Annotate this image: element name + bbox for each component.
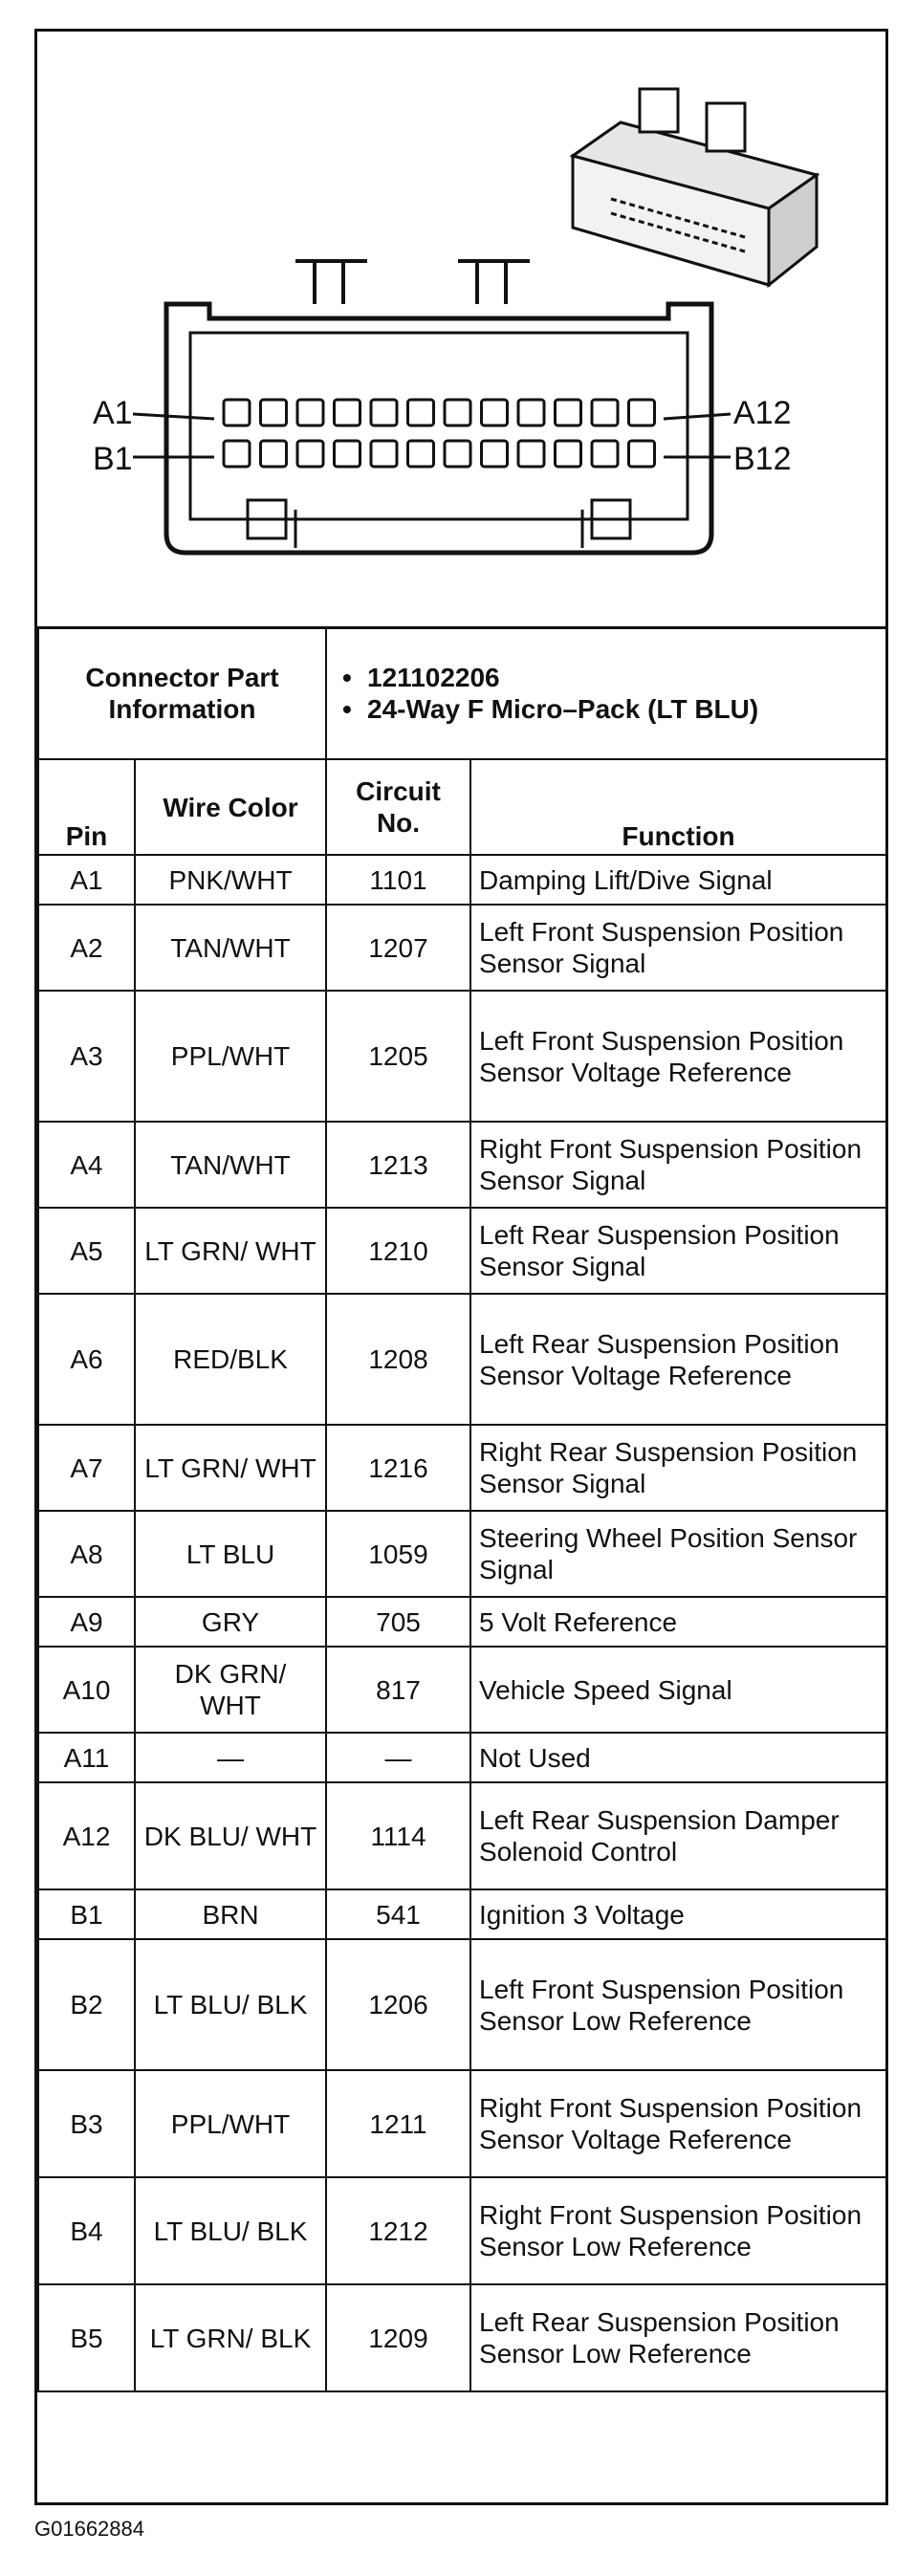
callout-a1: A1 bbox=[93, 395, 133, 431]
pin-cavity-a11 bbox=[592, 400, 618, 426]
pin-cell: B1 bbox=[38, 1889, 135, 1939]
figure-id: G01662884 bbox=[34, 2517, 144, 2541]
callout-a12: A12 bbox=[733, 395, 792, 431]
wire-color-cell: DK BLU/ WHT bbox=[135, 1782, 326, 1889]
pin-cavity-a7 bbox=[445, 400, 470, 426]
circuit-no-cell: 541 bbox=[326, 1889, 470, 1939]
pin-cavity-a4 bbox=[335, 400, 360, 426]
function-cell: 5 Volt Reference bbox=[470, 1597, 886, 1647]
pin-cavity-a6 bbox=[408, 400, 434, 426]
circuit-no-cell: 1212 bbox=[326, 2177, 470, 2284]
pin-cell: A5 bbox=[38, 1208, 135, 1294]
pin-cavity-b7 bbox=[445, 441, 470, 467]
function-cell: Left Front Suspension Position Sensor Voltage Reference bbox=[470, 991, 886, 1122]
connector-info-row bbox=[38, 627, 886, 759]
table-row bbox=[38, 1294, 886, 1425]
wire-color-cell: LT GRN/ WHT bbox=[135, 1208, 326, 1294]
circuit-no-cell: 817 bbox=[326, 1647, 470, 1733]
function-cell: Left Rear Suspension Position Sensor Low Reference bbox=[470, 2284, 886, 2391]
table-row bbox=[38, 1208, 886, 1294]
function-cell: Vehicle Speed Signal bbox=[470, 1647, 886, 1733]
pin-cell: B5 bbox=[38, 2284, 135, 2391]
function-cell: Right Front Suspension Position Sensor Low Reference bbox=[470, 2177, 886, 2284]
callout-b1: B1 bbox=[93, 441, 133, 477]
pin-cell: B3 bbox=[38, 2070, 135, 2177]
table-row bbox=[38, 1425, 886, 1511]
connector-document bbox=[34, 29, 888, 2505]
circuit-no-cell: 1101 bbox=[326, 855, 470, 905]
circuit-no-cell: 1213 bbox=[326, 1122, 470, 1208]
table-row bbox=[38, 1511, 886, 1597]
function-cell: Ignition 3 Voltage bbox=[470, 1889, 886, 1939]
table-row bbox=[38, 2284, 886, 2391]
circuit-no-cell: 1206 bbox=[326, 1939, 470, 2070]
wire-color-cell: LT GRN/ WHT bbox=[135, 1425, 326, 1511]
pin-cell: A1 bbox=[38, 855, 135, 905]
pin-cell: A2 bbox=[38, 905, 135, 991]
circuit-no-cell: 705 bbox=[326, 1597, 470, 1647]
pinout-table bbox=[37, 626, 887, 2392]
connector-type: • 24-Way F Micro–Pack (LT BLU) bbox=[342, 693, 878, 725]
pin-cell: A8 bbox=[38, 1511, 135, 1597]
pin-cell: A4 bbox=[38, 1122, 135, 1208]
function-cell: Left Front Suspension Position Sensor Signal bbox=[470, 905, 886, 991]
function-cell: Left Rear Suspension Position Sensor Voltage Reference bbox=[470, 1294, 886, 1425]
wire-color-cell: TAN/WHT bbox=[135, 905, 326, 991]
pin-cavity-a8 bbox=[482, 400, 508, 426]
circuit-no-cell: 1210 bbox=[326, 1208, 470, 1294]
pin-cavity-a9 bbox=[518, 400, 544, 426]
connector-part-number: • 121102206 bbox=[342, 662, 878, 693]
pin-cavity-b6 bbox=[408, 441, 434, 467]
wire-color-cell: PNK/WHT bbox=[135, 855, 326, 905]
function-cell: Steering Wheel Position Sensor Signal bbox=[470, 1511, 886, 1597]
function-cell: Damping Lift/Dive Signal bbox=[470, 855, 886, 905]
pin-cell: A7 bbox=[38, 1425, 135, 1511]
pin-cavity-b5 bbox=[371, 441, 397, 467]
header-wire-color: Wire Color bbox=[135, 759, 326, 855]
pin-cavity-b11 bbox=[592, 441, 618, 467]
pin-cavity-b4 bbox=[335, 441, 360, 467]
pin-cell: A3 bbox=[38, 991, 135, 1122]
circuit-no-cell: 1114 bbox=[326, 1782, 470, 1889]
pin-cavity-b3 bbox=[297, 441, 323, 467]
pin-cell: A9 bbox=[38, 1597, 135, 1647]
table-row bbox=[38, 1939, 886, 2070]
wire-color-cell: PPL/WHT bbox=[135, 991, 326, 1122]
pin-cavity-b2 bbox=[261, 441, 287, 467]
pin-cavity-a10 bbox=[556, 400, 581, 426]
connector-face-drawing bbox=[37, 32, 885, 626]
function-cell: Right Front Suspension Position Sensor Signal bbox=[470, 1122, 886, 1208]
circuit-no-cell: 1207 bbox=[326, 905, 470, 991]
pin-cavity-a5 bbox=[371, 400, 397, 426]
pin-cavity-b9 bbox=[518, 441, 544, 467]
function-cell: Not Used bbox=[470, 1733, 886, 1782]
table-row bbox=[38, 1122, 886, 1208]
pin-cell: A11 bbox=[38, 1733, 135, 1782]
circuit-no-cell: — bbox=[326, 1733, 470, 1782]
function-cell: Right Front Suspension Position Sensor Voltage Reference bbox=[470, 2070, 886, 2177]
pin-cell: A12 bbox=[38, 1782, 135, 1889]
function-cell: Left Rear Suspension Position Sensor Signal bbox=[470, 1208, 886, 1294]
wire-color-cell: LT GRN/ BLK bbox=[135, 2284, 326, 2391]
pinout-rows bbox=[38, 855, 886, 2391]
wire-color-cell: DK GRN/ WHT bbox=[135, 1647, 326, 1733]
pin-cavity-b1 bbox=[224, 441, 250, 467]
wire-color-cell: PPL/WHT bbox=[135, 2070, 326, 2177]
pin-cavity-b8 bbox=[482, 441, 508, 467]
wire-color-cell: LT BLU/ BLK bbox=[135, 2177, 326, 2284]
wire-color-cell: LT BLU/ BLK bbox=[135, 1939, 326, 2070]
table-row bbox=[38, 855, 886, 905]
pin-row-b bbox=[224, 441, 655, 467]
pin-cavity-a2 bbox=[261, 400, 287, 426]
header-row bbox=[38, 759, 886, 855]
circuit-no-cell: 1205 bbox=[326, 991, 470, 1122]
pin-cavity-b10 bbox=[556, 441, 581, 467]
connector-info-values bbox=[326, 627, 886, 759]
table-row bbox=[38, 1597, 886, 1647]
table-row bbox=[38, 2070, 886, 2177]
header-circuit-no: Circuit No. bbox=[326, 759, 470, 855]
table-row bbox=[38, 991, 886, 1122]
pin-row-a bbox=[224, 400, 655, 426]
pin-cavity-b12 bbox=[629, 441, 655, 467]
circuit-no-cell: 1216 bbox=[326, 1425, 470, 1511]
wire-color-cell: — bbox=[135, 1733, 326, 1782]
callout-b12: B12 bbox=[733, 441, 792, 477]
connector-diagram bbox=[37, 32, 885, 629]
wire-color-cell: LT BLU bbox=[135, 1511, 326, 1597]
table-row bbox=[38, 2177, 886, 2284]
header-function: Function bbox=[470, 759, 886, 855]
wire-color-cell: RED/BLK bbox=[135, 1294, 326, 1425]
function-cell: Right Rear Suspension Position Sensor Signal bbox=[470, 1425, 886, 1511]
table-row bbox=[38, 1733, 886, 1782]
pin-cell: A10 bbox=[38, 1647, 135, 1733]
header-pin: Pin bbox=[38, 759, 135, 855]
pin-cavity-a1 bbox=[224, 400, 250, 426]
pin-cell: B2 bbox=[38, 1939, 135, 2070]
wire-color-cell: TAN/WHT bbox=[135, 1122, 326, 1208]
pin-cavity-a3 bbox=[297, 400, 323, 426]
pin-cell: B4 bbox=[38, 2177, 135, 2284]
pin-cell: A6 bbox=[38, 1294, 135, 1425]
connector-info-label: Connector Part Information bbox=[38, 627, 326, 759]
circuit-no-cell: 1059 bbox=[326, 1511, 470, 1597]
pin-cavity-a12 bbox=[629, 400, 655, 426]
wire-color-cell: BRN bbox=[135, 1889, 326, 1939]
circuit-no-cell: 1211 bbox=[326, 2070, 470, 2177]
connector-3d-illustration bbox=[573, 89, 817, 285]
circuit-no-cell: 1208 bbox=[326, 1294, 470, 1425]
table-row bbox=[38, 905, 886, 991]
function-cell: Left Rear Suspension Damper Solenoid Control bbox=[470, 1782, 886, 1889]
wire-color-cell: GRY bbox=[135, 1597, 326, 1647]
function-cell: Left Front Suspension Position Sensor Low Reference bbox=[470, 1939, 886, 2070]
circuit-no-cell: 1209 bbox=[326, 2284, 470, 2391]
table-row bbox=[38, 1889, 886, 1939]
table-row bbox=[38, 1647, 886, 1733]
table-row bbox=[38, 1782, 886, 1889]
